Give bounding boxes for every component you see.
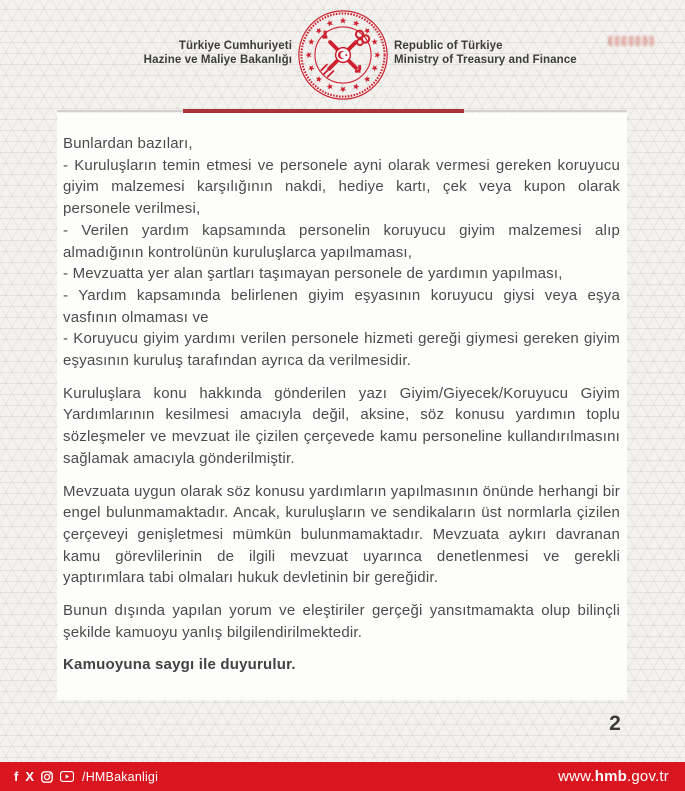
bullet-item: - Verilen yardım kapsamında personelin koruyucu giyim malzemesi alıp almadığının kontrolünün kuruluşlarca yapılmaması, — [63, 221, 620, 261]
ministry-name-english — [394, 39, 577, 67]
website-url[interactable] — [558, 768, 669, 785]
ministry-name-tr-line2: Hazine ve Maliye Bakanlığı — [143, 54, 292, 66]
header-divider — [57, 110, 627, 112]
website-prefix: www. — [558, 768, 595, 785]
faint-watermark — [608, 36, 654, 46]
ministry-emblem-icon — [297, 9, 389, 101]
website-domain: hmb — [594, 768, 628, 785]
ministry-name-turkish — [144, 39, 292, 67]
bullet-item: - Koruyucu giyim yardımı verilen personele hizmeti gereği giymesi gereken giyim eşyasının kuruluş tarafından ayrıca da verilmesidir. — [63, 330, 620, 370]
youtube-icon[interactable] — [60, 771, 74, 782]
bullet-item: - Yardım kapsamında belirlenen giyim eşyasının koruyucu giysi veya eşya vasfının olmaması ve — [63, 286, 620, 326]
closing-line: Kamuoyuna saygı ile duyurulur. — [63, 656, 296, 674]
x-twitter-icon[interactable]: X — [25, 769, 35, 784]
paragraph: Bunun dışında yapılan yorum ve eleştiriler gerçeği yansıtmamakta olup bilinçli şekilde kamuoyu yanlış bilgilendirilmektedir. — [63, 602, 620, 641]
instagram-icon[interactable] — [41, 771, 53, 783]
footer-bar — [0, 762, 685, 791]
social-links — [14, 770, 158, 784]
paragraph: Kuruluşlara konu hakkında gönderilen yazı Giyim/Giyecek/Koruyucu Giyim Yardımlarının kesilmesi amacıyla değil, aksine, söz konusu yardımın toplu sözleşmeler ve mevzuat ile çizilen çerçevede kamu personeline kullandırılmasını sağlamak amacıyla gönderilmiştir. — [63, 384, 620, 467]
document-body — [57, 113, 627, 700]
ministry-name-en-line2: Ministry of Treasury and Finance — [394, 54, 577, 66]
page-number: 2 — [609, 712, 621, 735]
social-handle[interactable]: /HMBakanligi — [82, 769, 159, 784]
ministry-name-tr-line1: Türkiye Cumhuriyeti — [178, 40, 292, 52]
website-suffix: .gov.tr — [627, 768, 669, 785]
facebook-icon[interactable]: f — [14, 769, 19, 784]
bullet-item: - Mevzuatta yer alan şartları taşımayan personele de yardımın yapılması, — [63, 265, 563, 283]
bullet-item: - Kuruluşların temin etmesi ve personele ayni olarak vermesi gereken koruyucu giyim malzemesi karşılığının nakdi, hediye kartı, çek veya kupon olarak personele verilmesi, — [63, 156, 620, 218]
intro-line: Bunlardan bazıları, — [63, 135, 193, 152]
ministry-name-en-line1: Republic of Türkiye — [394, 40, 503, 52]
paragraph: Mevzuata uygun olarak söz konusu yardımların yapılmasının önünde herhangi bir engel bulunmamaktadır. Ancak, kuruluşların ve sendikaların üst normlarla çizilen çerçeveyi genişletmesi mümkün bulunmamaktadır. Mevzuata aykırı davranan kamu görevlilerinin de ilgili mevzuat uyarınca denetlenmesi ve gerekli yaptırımlara tabi olmaları hukuk devletinin bir gereğidir. — [63, 482, 620, 587]
